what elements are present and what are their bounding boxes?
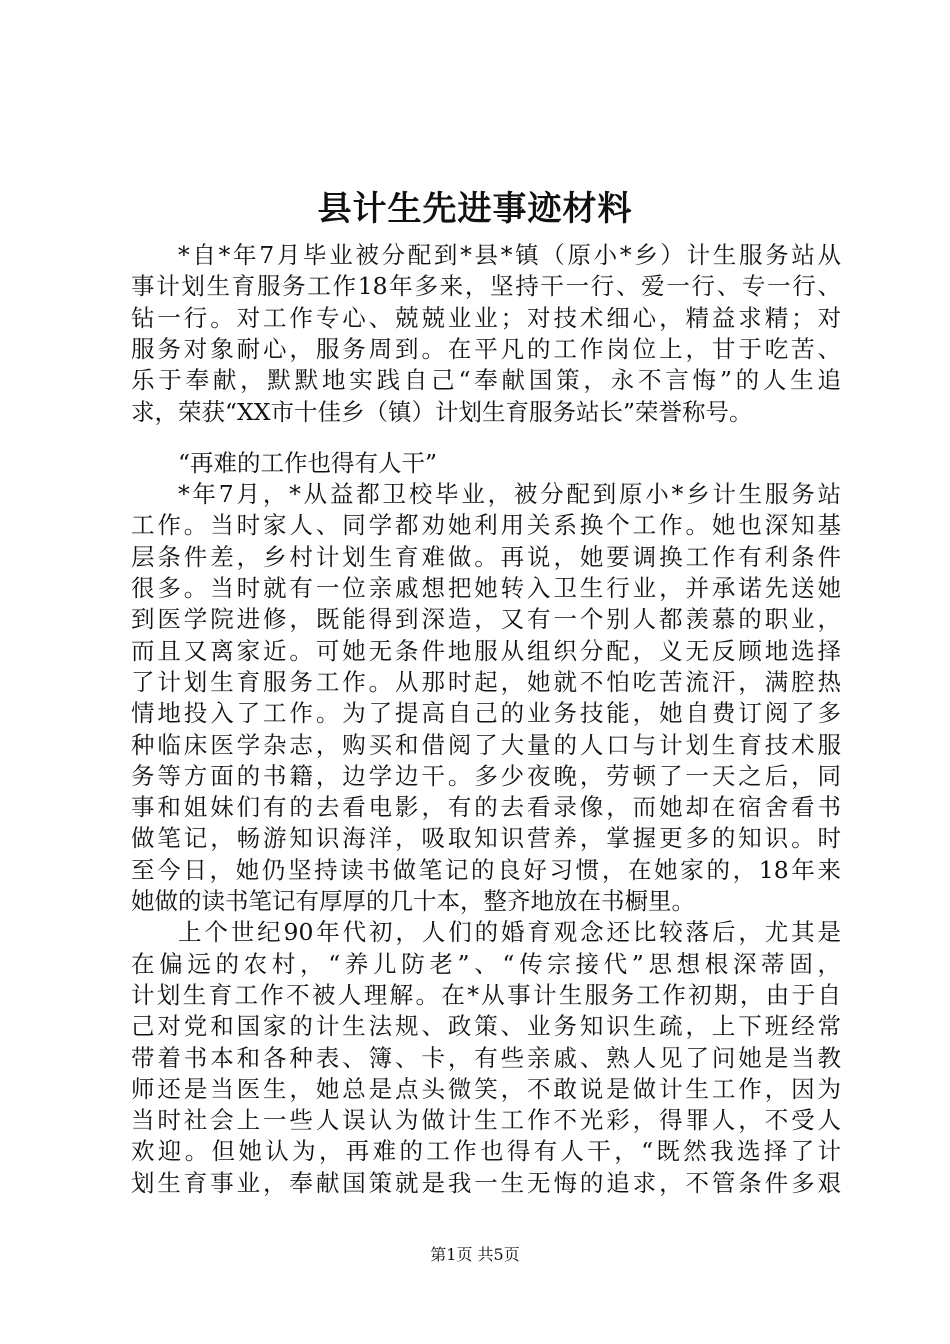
body-line: 带着书本和各种表、簿、卡，有些亲戚、熟人见了问她是当教 [131,1043,841,1072]
body-line: 划生育事业，奉献国策就是我一生无悔的追求，不管条件多艰 [131,1168,841,1197]
page-footer: 第1页 共5页 [430,1245,520,1264]
body-line: 上个世纪90年代初，人们的婚育观念还比较落后，尤其是 [178,918,841,947]
body-line: 层条件差，乡村计划生育难做。再说，她要调换工作有利条件 [131,542,841,571]
body-line: 她做的读书笔记有厚厚的几十本，整齐地放在书橱里。 [131,887,695,915]
body-line: 己对党和国家的计生法规、政策、业务知识生疏，上下班经常 [131,1012,841,1041]
body-line: 情地投入了工作。为了提高自己的业务技能，她自费订阅了多 [131,699,841,728]
document-title: 县计生先进事迹材料 [317,189,633,229]
body-line: 服务对象耐心，服务周到。在平凡的工作岗位上，甘于吃苦、 [131,334,841,363]
body-line: 务等方面的书籍，边学边干。多少夜晚，劳顿了一天之后，同 [131,761,841,790]
body-line: 欢迎。但她认为，再难的工作也得有人干，“既然我选择了计 [131,1137,841,1166]
body-line: 师还是当医生，她总是点头微笑，不敢说是做计生工作，因为 [131,1074,841,1103]
body-line: 当时社会上一些人误认为做计生工作不光彩，得罪人，不受人 [131,1106,841,1135]
body-line: 种临床医学杂志，购买和借阅了大量的人口与计划生育技术服 [131,730,841,759]
body-line: 了计划生育服务工作。从那时起，她就不怕吃苦流汗，满腔热 [131,667,841,696]
body-line: *年7月，*从益都卫校毕业，被分配到原小*乡计生服务站 [178,480,841,509]
body-line: 求，荣获“XX市十佳乡（镇）计划生育服务站长”荣誉称号。 [131,397,753,426]
body-line: *自*年7月毕业被分配到*县*镇（原小*乡）计生服务站从 [178,241,841,269]
body-line: 事和姐妹们有的去看电影，有的去看录像，而她却在宿舍看书 [131,793,841,822]
body-line: 钻一行。对工作专心、兢兢业业；对技术细心，精益求精；对 [131,303,841,332]
body-line: 工作。当时家人、同学都劝她利用关系换个工作。她也深知基 [131,511,841,540]
body-line: 很多。当时就有一位亲戚想把她转入卫生行业，并承诺先送她 [131,574,841,602]
body-line: 计划生育工作不被人理解。在*从事计生服务工作初期，由于自 [131,980,841,1009]
body-line: 做笔记，畅游知识海洋，吸取知识营养，掌握更多的知识。时 [131,824,841,853]
section-heading: “再难的工作也得有人干” [178,448,438,477]
body-line: 至今日，她仍坚持读书做笔记的良好习惯，在她家的，18年来 [131,855,841,884]
body-line: 乐于奉献，默默地实践自己“奉献国策，永不言悔”的人生追 [131,366,841,395]
body-line: 到医学院进修，既能得到深造，又有一个别人都羡慕的职业， [131,605,841,634]
body-line: 而且又离家近。可她无条件地服从组织分配，义无反顾地选择 [131,636,841,665]
body-line: 事计划生育服务工作18年多来，坚持干一行、爱一行、专一行、 [131,272,841,301]
body-line: 在偏远的农村，“养儿防老”、“传宗接代”思想根深蒂固， [131,949,841,978]
